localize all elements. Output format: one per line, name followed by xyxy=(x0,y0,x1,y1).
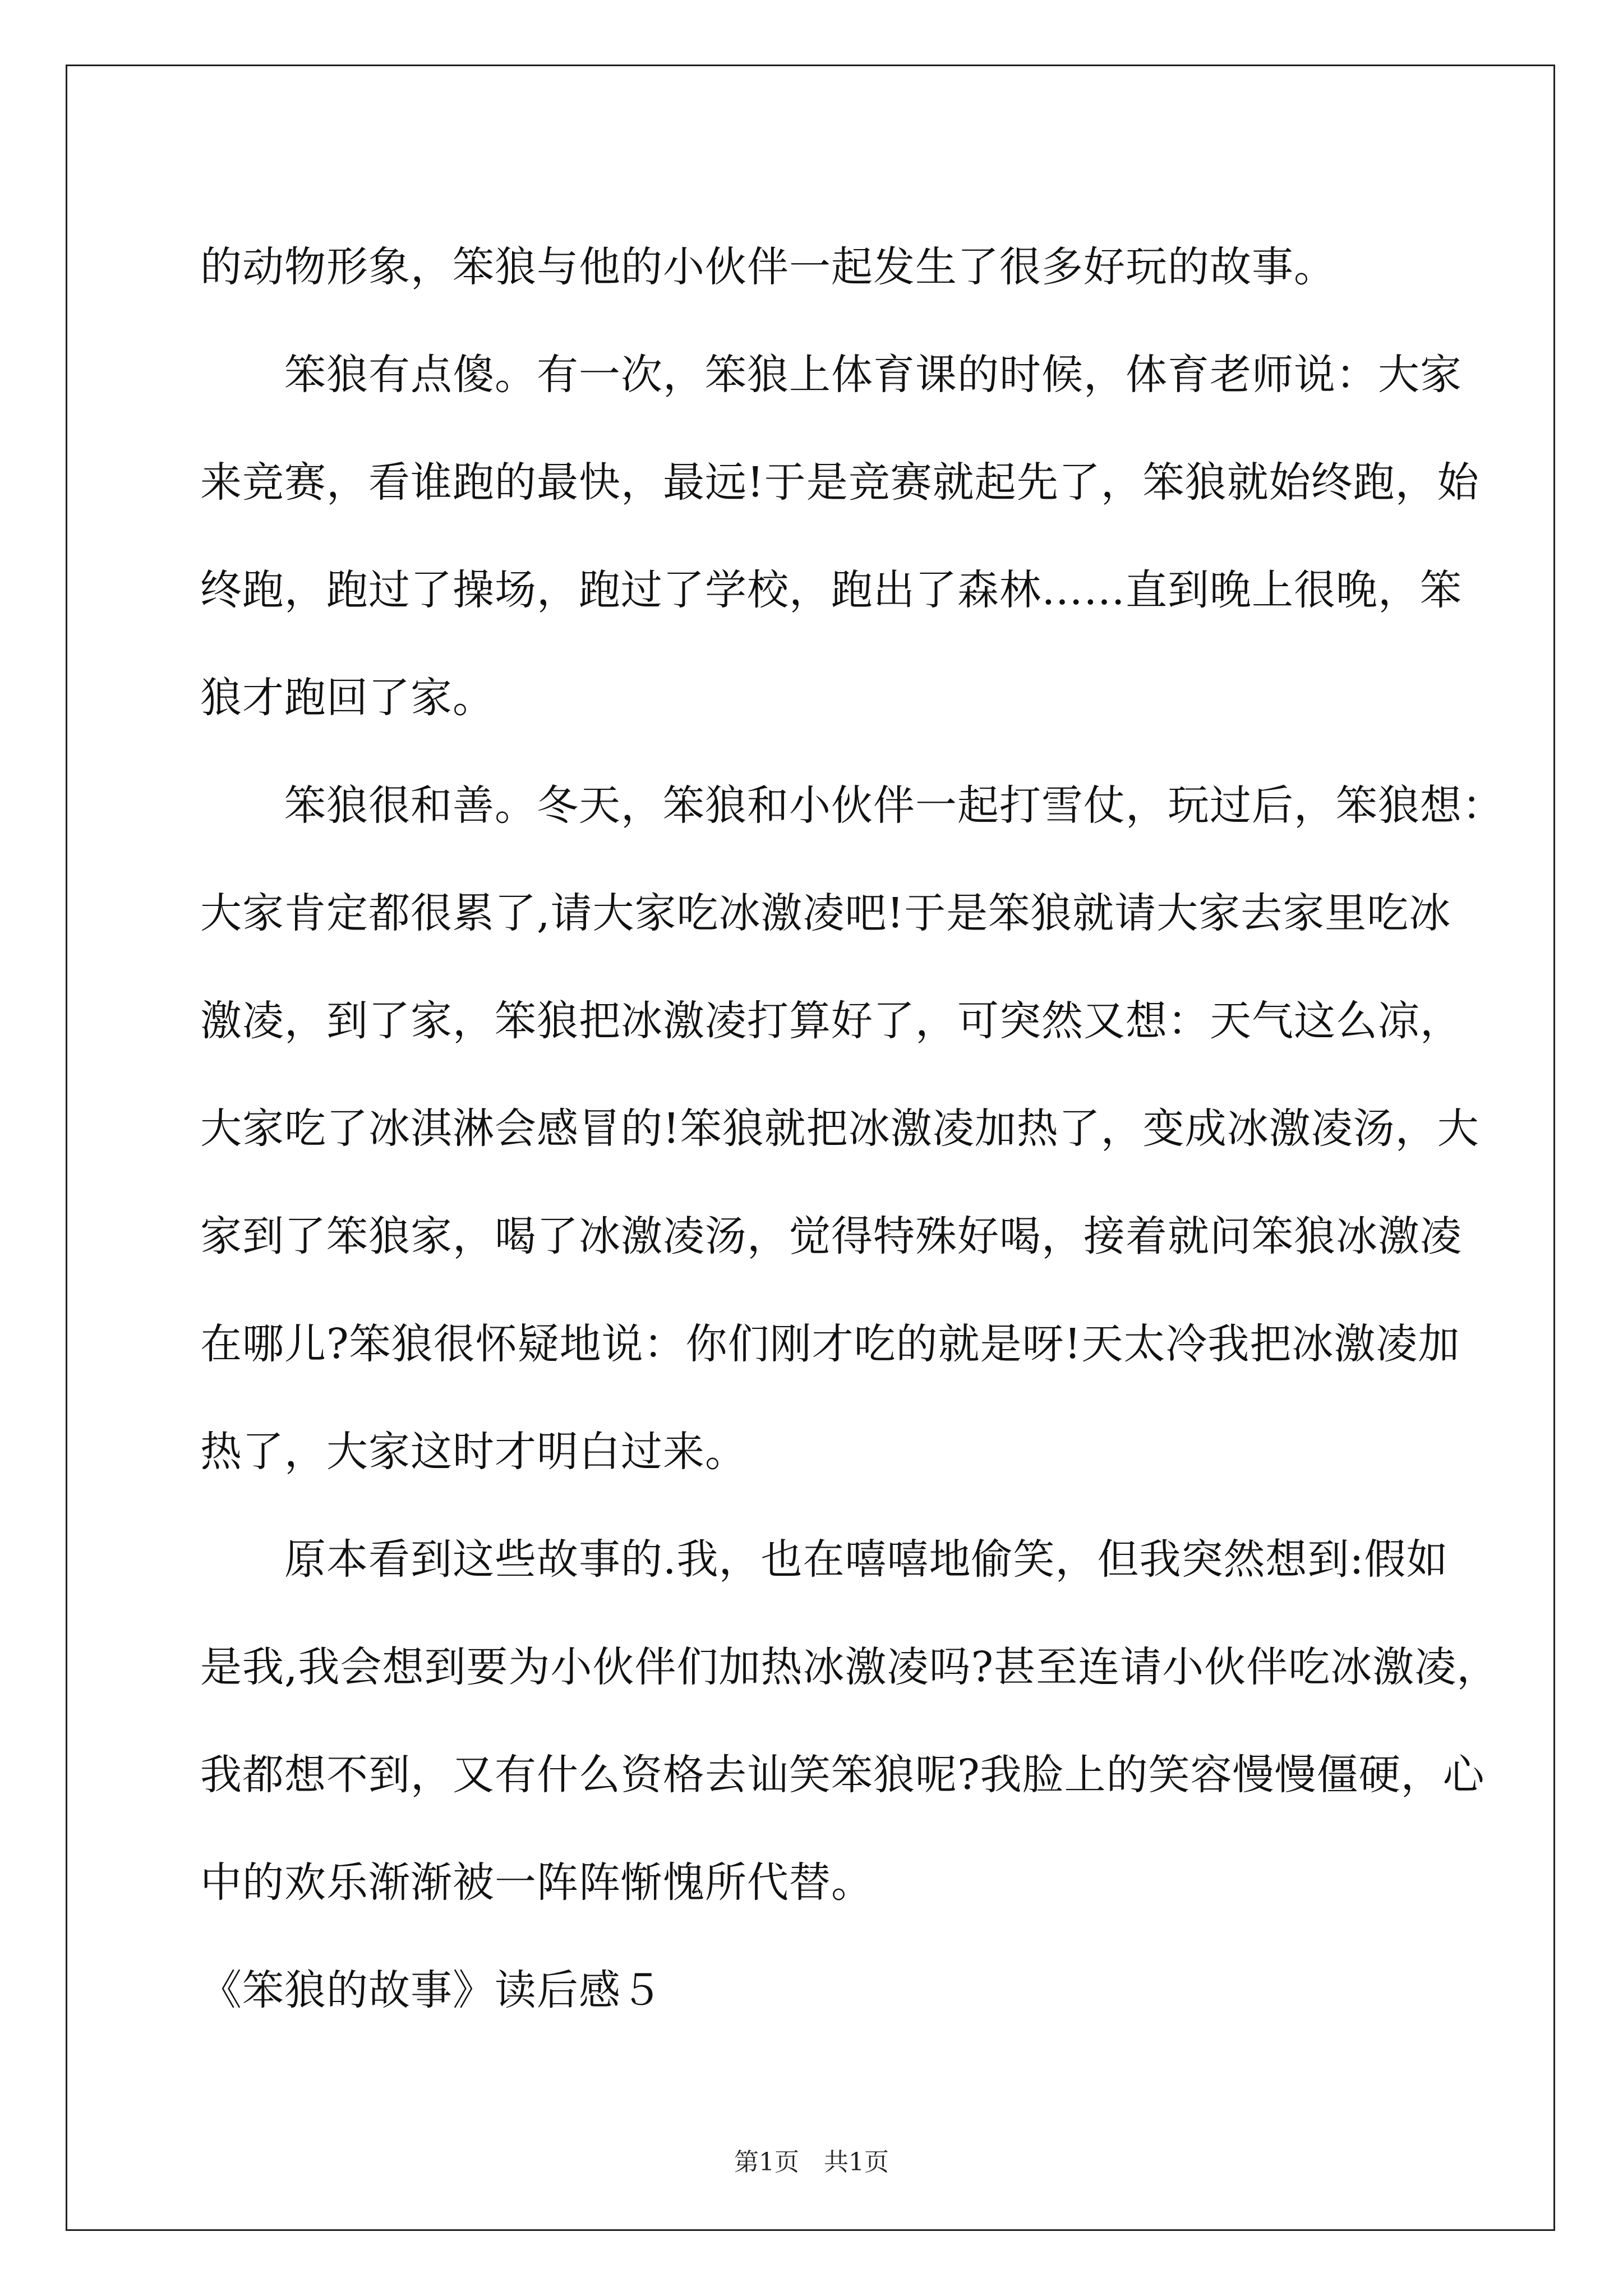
body-line-1: 的动物形象，笨狼与他的小伙伴一起发生了很多好玩的故事。 xyxy=(200,243,1336,291)
body-line-3: 来竞赛，看谁跑的最快，最远!于是竞赛就起先了，笨狼就始终跑，始 xyxy=(200,458,1479,507)
body-line-14: 是我,我会想到要为小伙伴们加热冰激凌吗?甚至连请小伙伴吃冰激凌， xyxy=(200,1643,1499,1691)
body-line-4: 终跑，跑过了操场，跑过了学校，跑出了森林……直到晚上很晚，笨 xyxy=(200,566,1462,614)
body-line-8: 激凌，到了家，笨狼把冰激凌打算好了，可突然又想：天气这么凉， xyxy=(200,997,1462,1045)
body-line-16: 中的欢乐渐渐被一阵阵惭愧所代替。 xyxy=(200,1858,873,1907)
body-line-2: 笨狼有点傻。有一次，笨狼上体育课的时候，体育老师说：大家 xyxy=(200,351,1462,399)
document-body xyxy=(200,213,1504,2044)
body-line-11: 在哪儿?笨狼很怀疑地说：你们刚才吃的就是呀!天太冷我把冰激凌加 xyxy=(200,1320,1460,1368)
body-line-10: 家到了笨狼家，喝了冰激凌汤，觉得特殊好喝，接着就问笨狼冰激凌 xyxy=(200,1212,1462,1260)
body-line-9: 大家吃了冰淇淋会感冒的!笨狼就把冰激凌加热了，变成冰激凌汤，大 xyxy=(200,1105,1479,1153)
body-line-15: 我都想不到，又有什么资格去讪笑笨狼呢?我脸上的笑容慢慢僵硬，心 xyxy=(200,1751,1485,1799)
body-line-7: 大家肯定都很累了,请大家吃冰激凌吧!于是笨狼就请大家去家里吃冰 xyxy=(200,889,1451,937)
section-heading: 《笨狼的故事》读后感５ xyxy=(200,1966,663,2014)
body-line-6: 笨狼很和善。冬天，笨狼和小伙伴一起打雪仗，玩过后，笨狼想： xyxy=(200,781,1504,830)
body-line-5: 狼才跑回了家。 xyxy=(200,674,495,722)
page-footer: 第1页 共1页 xyxy=(734,2148,889,2177)
body-line-13: 原本看到这些故事的.我，也在嘻嘻地偷笑，但我突然想到:假如 xyxy=(200,1535,1449,1584)
body-line-12: 热了，大家这时才明白过来。 xyxy=(200,1428,747,1476)
